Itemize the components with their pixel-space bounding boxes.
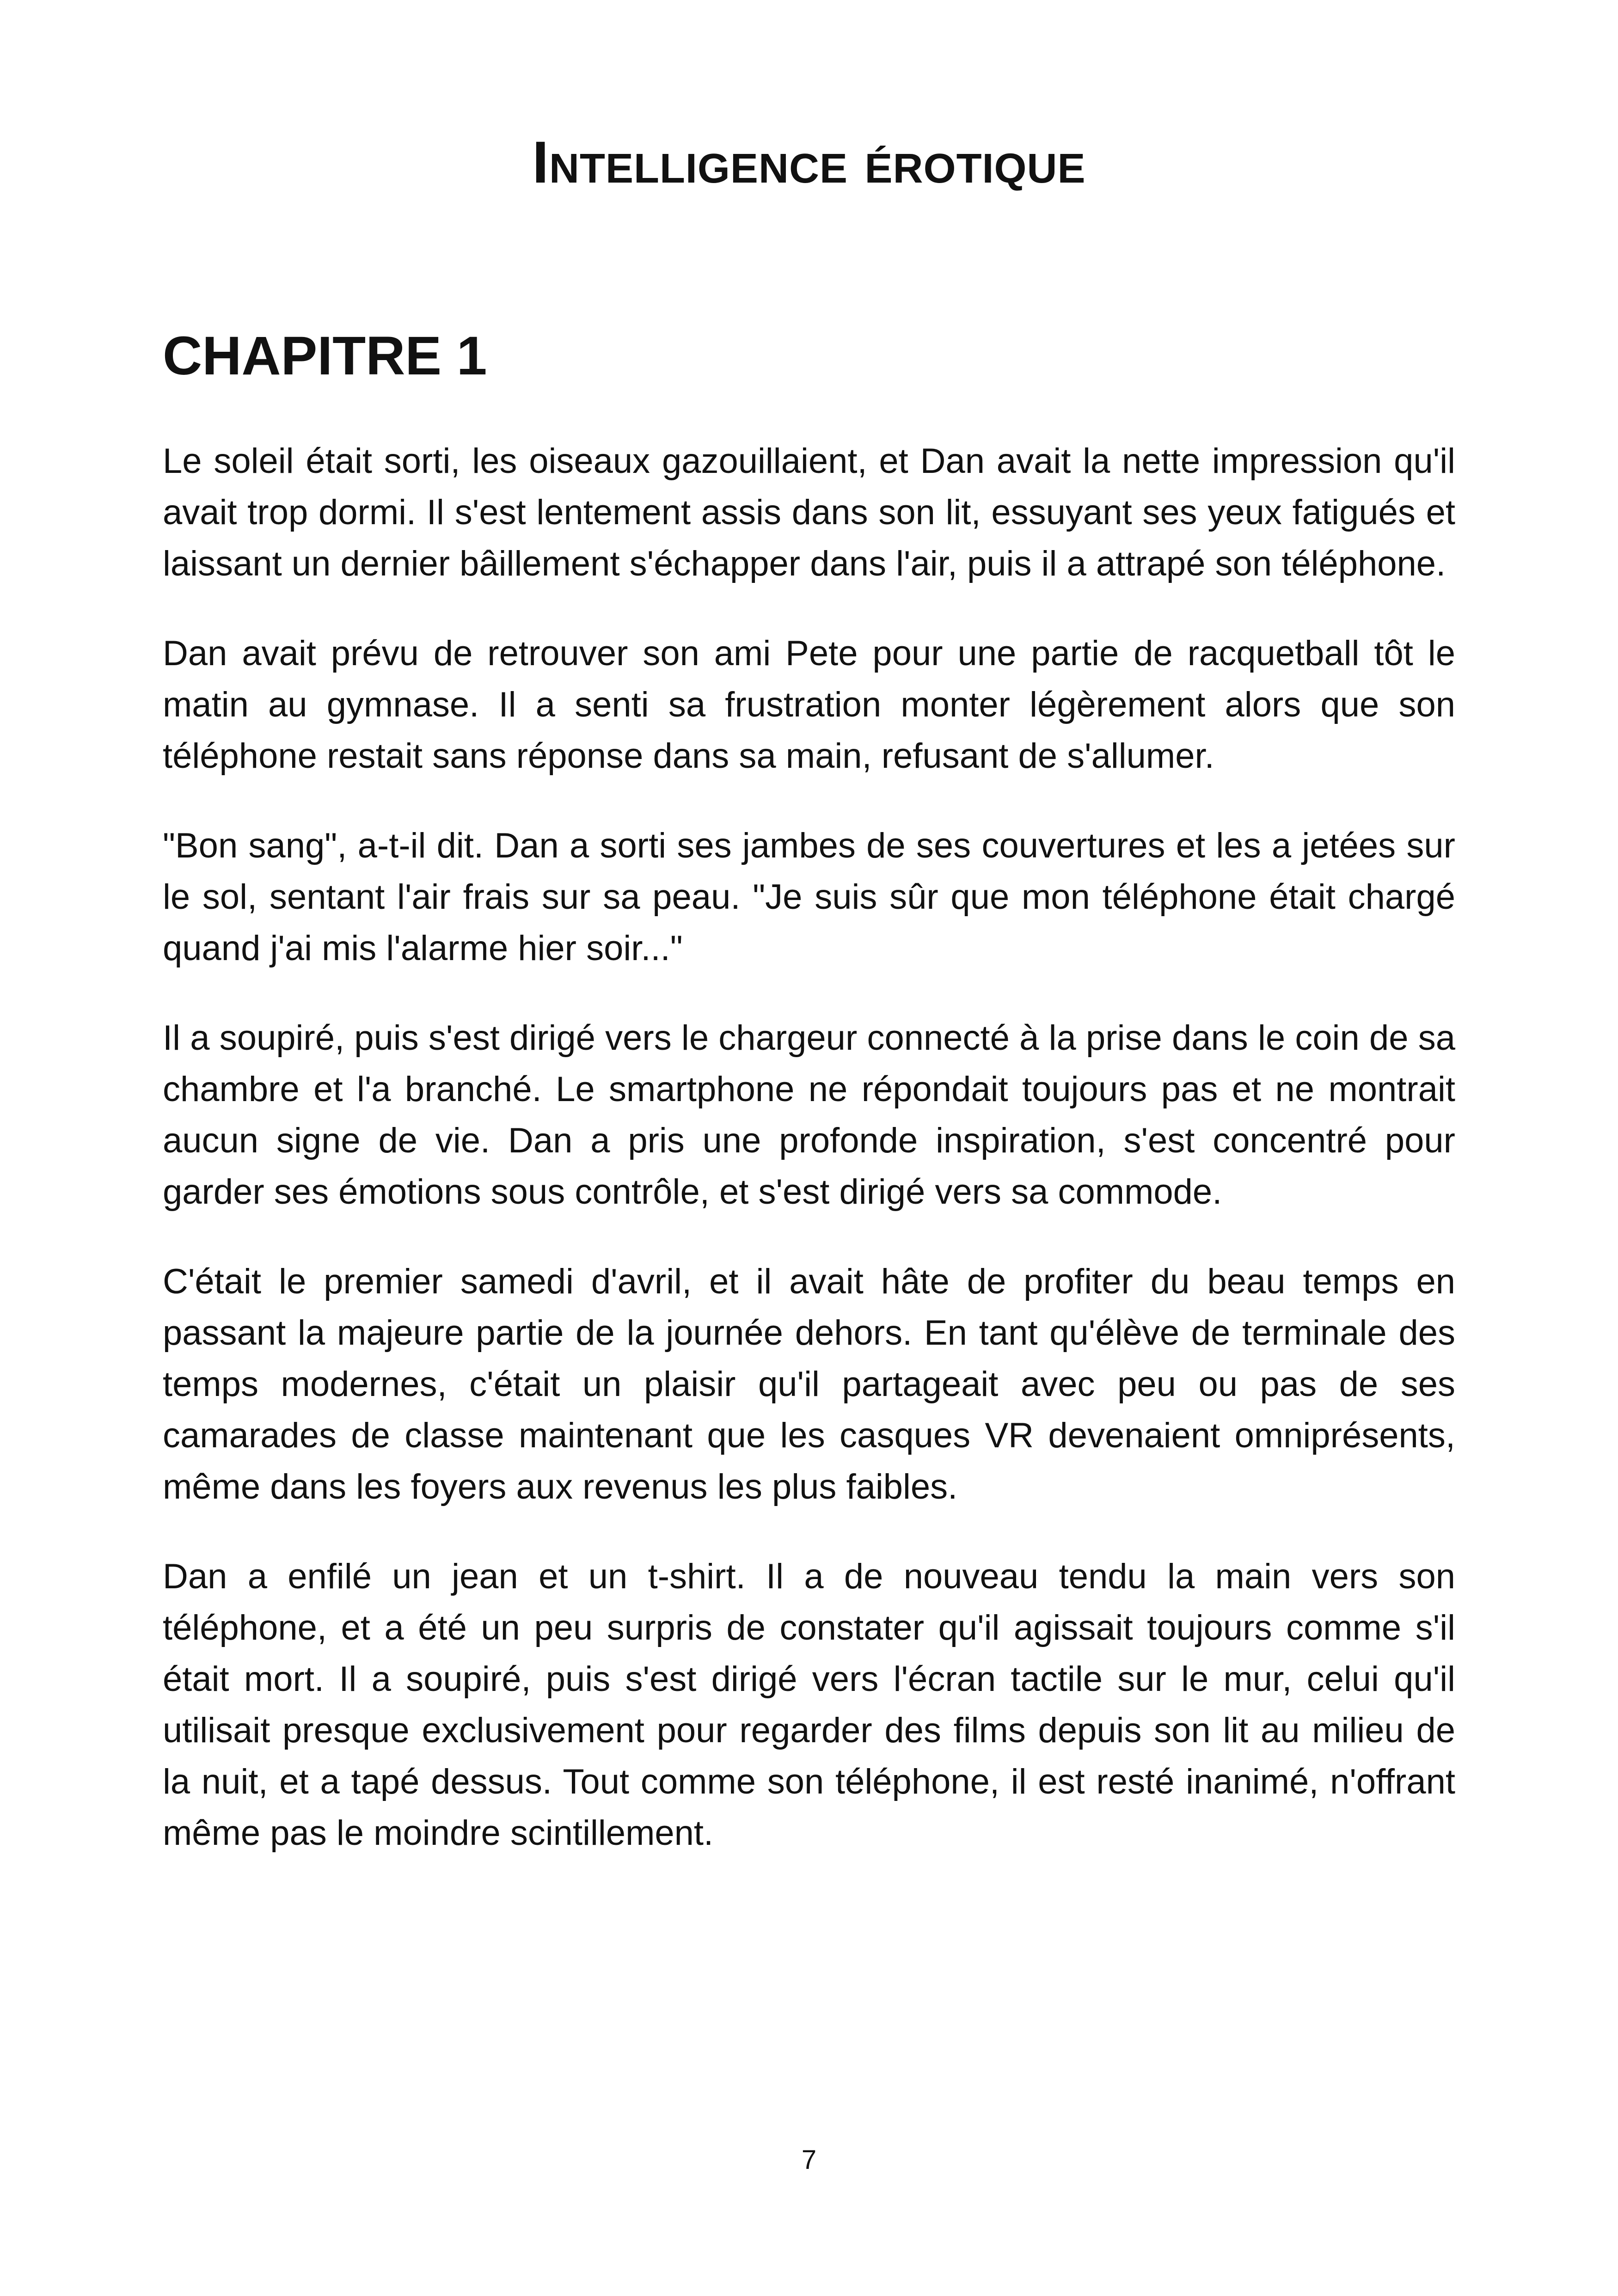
paragraph: Dan a enfilé un jean et un t-shirt. Il a de nouveau tendu la main vers son téléphone, et a été un peu surpris de constater qu'il agissait toujours comme s'il était mort. Il a soupiré, puis s'est dirigé vers l'écran tactile sur le mur, celui qu'il utilisait presque exclusivement pour regarder des films depuis son lit au milieu de la nuit, et a tapé dessus. Tout comme son téléphone, il est resté inanimé, n'offrant même pas le moindre scintillement. [163,1557,1455,1853]
chapter-body [163,435,1455,1897]
paragraph: Il a soupiré, puis s'est dirigé vers le chargeur connecté à la prise dans le coin de sa chambre et l'a branché. Le smartphone ne répondait toujours pas et ne montrait aucun signe de vie. Dan a pris une profonde inspiration, s'est concentré pour garder ses émotions sous contrôle, et s'est dirigé vers sa commode. [163,1018,1455,1212]
paragraph: Dan avait prévu de retrouver son ami Pete pour une partie de racquetball tôt le matin au gymnase. Il a senti sa frustration monter légèrement alors que son téléphone restait sans réponse dans sa main, refusant de s'allumer. [163,634,1455,776]
paragraph: "Bon sang", a-t-il dit. Dan a sorti ses jambes de ses couvertures et les a jetées sur le sol, sentant l'air frais sur sa peau. "Je suis sûr que mon téléphone était chargé quand j'ai mis l'alarme hier soir..." [163,826,1455,968]
chapter-title: CHAPITRE 1 [163,325,487,386]
paragraph: Le soleil était sorti, les oiseaux gazouillaient, et Dan avait la nette impression qu'il avait trop dormi. Il s'est lentement assis dans son lit, essuyant ses yeux fatigués et laissant un dernier bâillement s'échapper dans l'air, puis il a attrapé son téléphone. [163,441,1455,583]
page-number: 7 [801,2145,817,2175]
paragraph: C'était le premier samedi d'avril, et il avait hâte de profiter du beau temps en passant la majeure partie de la journée dehors. En tant qu'élève de terminale des temps modernes, c'était un plaisir qu'il partageait avec peu ou pas de ses camarades de classe maintenant que les casques VR devenaient omniprésents, même dans les foyers aux revenus les plus faibles. [163,1262,1455,1506]
book-title: Intelligence érotique [532,129,1086,196]
